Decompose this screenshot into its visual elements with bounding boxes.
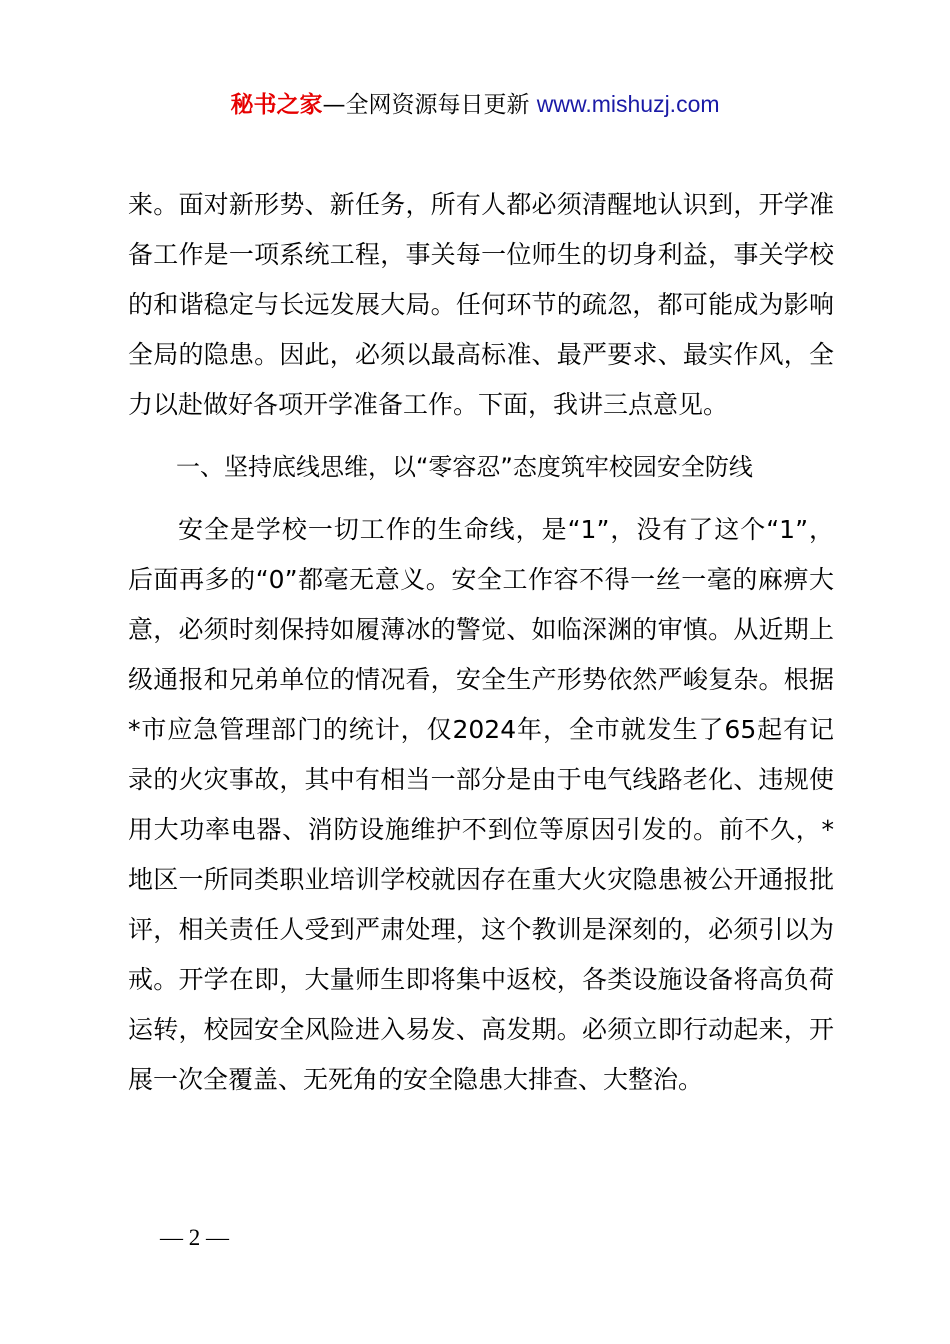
body-paragraph-1: 来。面对新形势、新任务，所有人都必须清醒地认识到，开学准备工作是一项系统工程，事关每一位师生的切身利益，事关学校的和谐稳定与长远发展大局。任何环节的疏忽，都可能成为影响全局的隐患。因此，必须以最高标准、最严要求、最实作风，全力以赴做好各项开学准备工作。下面，我讲三点意见。 <box>128 190 834 419</box>
header-url-link[interactable]: www.mishuzj.com <box>536 91 720 117</box>
page-header <box>0 86 950 123</box>
page-number: — 2 — <box>160 1225 229 1250</box>
body-paragraph-2: 安全是学校一切工作的生命线，是“1”，没有了这个“1”，后面再多的“0”都毫无意义。安全工作容不得一丝一毫的麻痹大意，必须时刻保持如履薄冰的警觉、如临深渊的审慎。从近期上级通报和兄弟单位的情况看，安全生产形势依然严峻复杂。根据*市应急管理部门的统计，仅2024年，全市就发生了65起有记录的火灾事故，其中有相当一部分是由于电气线路老化、违规使用大功率电器、消防设施维护不到位等原因引发的。前不久，*地区一所同类职业培训学校就因存在重大火灾隐患被公开通报批评，相关责任人受到严肃处理，这个教训是深刻的，必须引以为戒。开学在即，大量师生即将集中返校，各类设施设备将高负荷运转，校园安全风险进入易发、高发期。必须立即行动起来，开展一次全覆盖、无死角的安全隐患大排查、大整治。 <box>128 515 834 1094</box>
document-body <box>128 180 834 1105</box>
section-heading-1: 一、坚持底线思维，以“零容忍”态度筑牢校园安全防线 <box>176 453 753 481</box>
header-slogan: —全网资源每日更新 <box>322 92 530 118</box>
header-brand: 秘书之家 <box>230 92 323 118</box>
